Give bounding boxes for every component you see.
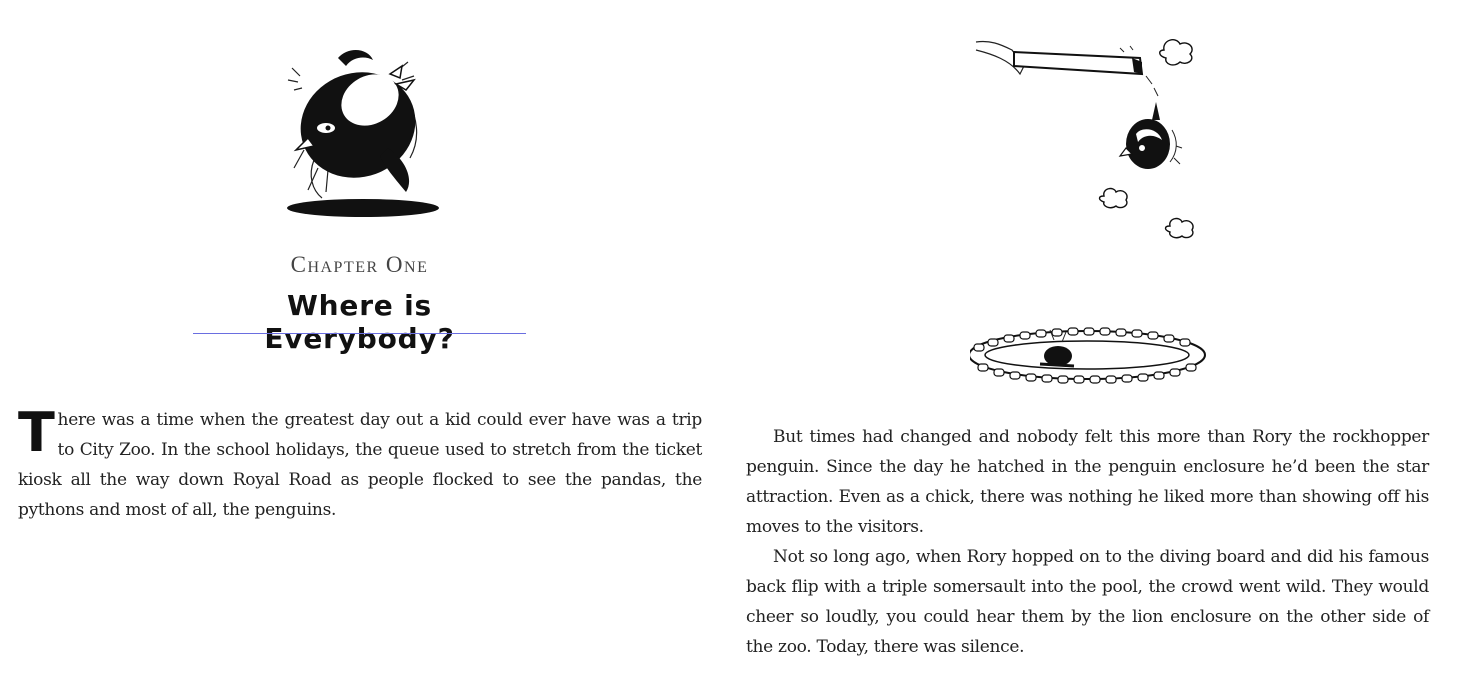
chapter-label: Chapter One [290, 252, 429, 277]
right-page [730, 0, 1461, 695]
story-paragraph: But times had changed and nobody felt this more than Rory the rockhopper penguin. Since the day he hatched in the penguin enclosure he’d been the star attraction. Even as a chick, there was nothing he liked more than showing off his moves to the visitors. [746, 427, 1429, 537]
chapter-title: Where is Everybody? [264, 289, 455, 355]
drop-cap: T [18, 401, 55, 464]
story-paragraph: Not so long ago, when Rory hopped on to the diving board and did his famous back flip with a triple somersault into the pool, the crowd went wild. They would cheer so loudly, you could hear them by the lion enclosure on the other side of the zoo. Today, there was silence. [746, 547, 1429, 657]
opening-paragraph [18, 401, 702, 525]
left-page [0, 0, 730, 695]
penguin-jumping-illustration [278, 40, 448, 225]
opening-paragraph-text: here was a time when the greatest day out a kid could ever have was a trip to City Zoo. In the school holidays, the queue used to stretch from the ticket kiosk all the way down Royal Road as people flocked to see the pandas, the pythons and most of all, the penguins. [18, 410, 702, 520]
title-underline [193, 333, 526, 334]
story-text [746, 422, 1429, 662]
penguin-diving-illustration [970, 30, 1210, 390]
